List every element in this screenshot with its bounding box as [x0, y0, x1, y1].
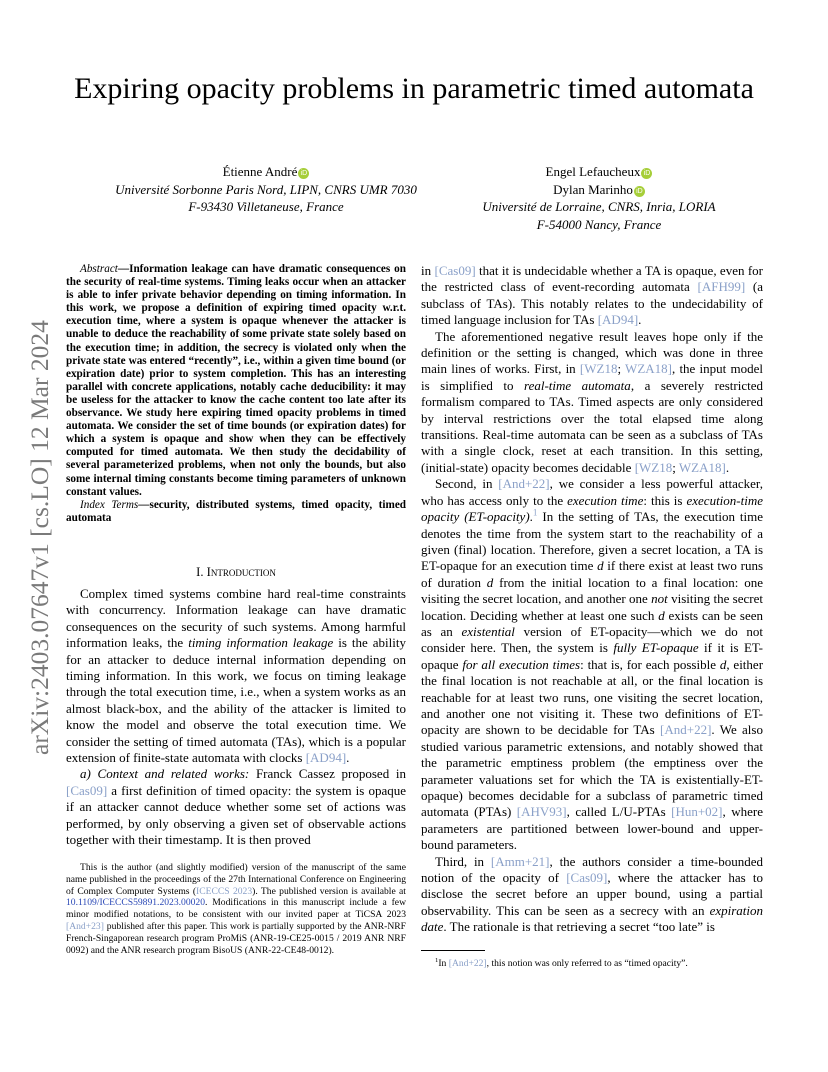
abstract-text: —Information leakage can have dramatic consequences on the security of real-time systems. Timing leaks occur when an attacker is able to infer private behavior depending on timing information. In this work, we propose a definition of expiring timed opacity w.r.t. execution time, where a system is opaque whenever the attacker is unable to deduce the reachability of some private state solely based on the execution time; in addition, the secrecy is violated only when the private state was entered “recently”, i.e., within a given time bound (or expiration date) prior to system completion. This has an interesting parallel with concrete applications, notably cache deducibility: it may be useless for the attacker to know the cache content too late after its observance. We study here expiring timed opacity problems in timed automata. We consider the set of time bounds (or expiration dates) for which a system is opaque and show when they can be effectively computed for timed automata. We then study the decidability of several parameterized problems, when not only the bounds, but also some internal timing constants become timing parameters of unknown constant values.: [66, 263, 406, 498]
footnote-marker[interactable]: 1: [532, 507, 538, 518]
citation-link[interactable]: [And+22]: [498, 476, 550, 492]
arxiv-id: arXiv:2403.07647v1 [cs.LO] 12 Mar 2024: [25, 320, 54, 755]
abstract-label: Abstract: [80, 263, 118, 275]
paper-title: Expiring opacity problems in parametric timed automata: [74, 72, 754, 105]
citation-link[interactable]: [Hun+02]: [671, 804, 723, 820]
orcid-icon[interactable]: iD: [298, 168, 309, 179]
arxiv-stamp: [14, 285, 58, 755]
author-name: Engel Lefaucheux: [545, 164, 641, 179]
author-block-right: [431, 163, 767, 233]
citation-link[interactable]: [And+22]: [660, 722, 712, 738]
intro-left-column: [66, 586, 406, 849]
citation-link[interactable]: [AFH99]: [697, 279, 746, 295]
citation-link[interactable]: [AHV93]: [516, 804, 567, 820]
citation-link[interactable]: [Cas09]: [434, 263, 476, 278]
citation-link[interactable]: [Cas09]: [66, 782, 108, 798]
footnote-rule: [421, 950, 485, 951]
footnote-right: $^1$In [And+22], this notion was only referred to as “timed opacity”.: [435, 956, 688, 969]
citation-link[interactable]: [AD94]: [597, 312, 639, 328]
affiliation-address: F-93430 Villetaneuse, France: [188, 199, 344, 214]
section-heading: I. Introduction: [196, 565, 276, 579]
doi-link[interactable]: 10.1109/ICECCS59891.2023.00020: [66, 897, 206, 909]
intro-right-column: [421, 263, 763, 936]
paragraph-heading: a) Context and related works:: [80, 766, 250, 782]
paragraph: Second, in [And+22], we consider a less powerful attacker, who has access only to the execution time: this is execution-time opacity (ET-opacity).$^1$ In the setting of TAs, the execution time denotes the time from the system start to the reachability of a given (final) location. Therefore, given a secret location, a TA is ET-opaque for an execution time d if there exist at least two runs of duration d from the initial location to a final location: one visiting the secret location, and another one not visiting the secret location. Deciding whether at least one such d exists can be seen as an existential version of ET-opacity—which we do not consider here. Then, the system is fully ET-opaque if it is ET-opaque for all execution times: that is, for each possible d, either the final location is not reachable at all, or the final location is reachable for at least two runs, one visiting the secret location, and another one not visiting it. These two definitions of ET-opacity are shown to be decidable for TAs [And+22]. We also studied various parametric extensions, and notably showed that the parametric emptiness problem (the emptiness over the parameter valuations set for which the TA is existentially-ET-opaque) becomes decidable for a subclass of parametric timed automata (PTAs) [AHV93], called L/U-PTAs [Hun+02], where parameters are partitioned between lower-bound and upper-bound parameters.: [421, 476, 764, 853]
affiliation: Université Sorbonne Paris Nord, LIPN, CNRS UMR 7030: [115, 181, 417, 197]
citation-link[interactable]: WZA18]: [678, 459, 726, 475]
footnote-left: This is the author (and slightly modified) version of the manuscript of the same name published in the proceedings of the 27th International Conference on Engineering of Complex Computer Systems (ICECCS 2023). The published version is available at 10.1109/ICECCS59891.2023.00020. Modifications in this manuscript include a few minor modified notations, to be consistent with our invited paper at TiCSA 2023 [And+23] published after this paper. This work is partially supported by the ANR-NRF French-Singaporean research program ProMiS (ANR-19-CE25-0015 / 2019 ANR NRF 0092) and the ANR research program BisoUS (ANR-22-CE48-0012).: [66, 862, 406, 956]
affiliation-address: F-54000 Nancy, France: [536, 216, 662, 232]
orcid-icon[interactable]: iD: [634, 186, 645, 197]
index-terms-text: —security, distributed systems, timed opacity, timed automata: [66, 498, 407, 524]
paragraph: Complex timed systems combine hard real-time constraints with concurrency. Information leakage can have dramatic consequences on the security of such systems. Among harmful information leaks, the timing information leakage is the ability for an attacker to deduce internal information depending on timing information. In this work, we focus on timing leakage through the total execution time, i.e., when a system works as an almost black-box, and the ability of the attacker is limited to know the model and observe the total execution time. We consider the setting of timed automata (TAs), which is a popular extension of finite-state automata with clocks [AD94].: [66, 586, 406, 766]
index-terms-label: Index Terms: [80, 498, 139, 511]
citation-link[interactable]: [Amm+21]: [490, 853, 550, 869]
citation-link[interactable]: WZA18]: [625, 361, 672, 377]
paragraph: in [Cas09] that it is undecidable whether a TA is opaque, even for the restricted class of event-recording automata [AFH99] (a subclass of TAs). This notably relates to the undecidability of timed language inclusion for TAs [AD94].: [421, 263, 763, 328]
abstract: [66, 263, 406, 525]
citation-link[interactable]: [WZ18: [579, 361, 618, 377]
citation-link[interactable]: [WZ18: [634, 459, 673, 475]
author-name: Dylan Marinho: [553, 181, 633, 197]
paragraph: a) Context and related works: Franck Cassez proposed in [Cas09] a first definition of timed opacity: the system is opaque if an attacker cannot deduce whether some set of actions was performed, by only observing a given set of observable actions together with their timestamp. It is then proved: [66, 766, 406, 848]
citation-link[interactable]: [And+22]: [448, 958, 487, 969]
affiliation: Université de Lorraine, CNRS, Inria, LORIA: [482, 199, 716, 214]
citation-link[interactable]: ICECCS 2023: [196, 885, 253, 897]
citation-link[interactable]: [Cas09]: [566, 870, 608, 886]
orcid-icon[interactable]: iD: [641, 168, 652, 179]
paragraph: Third, in [Amm+21], the authors consider a time-bounded notion of the opacity of [Cas09], where the attacker has to disclose the secret before an upper bound, using a partial observability. This can be seen as a secrecy with an expiration date. The rationale is that retrieving a secret “too late” is: [421, 853, 764, 935]
author-name: Étienne André: [222, 164, 298, 179]
paragraph: The aforementioned negative result leaves hope only if the definition or the setting is changed, which was done in three main lines of works. First, in [WZ18; WZA18], the input model is simplified to real-time automata, a severely restricted formalism compared to TAs. Timed aspects are only considered by interval restrictions over the total elapsed time along transitions. Real-time automata can be seen as a subclass of TAs with a single clock, reset at each transition. In this setting, (initial-state) opacity becomes decidable [WZ18; WZA18].: [421, 328, 764, 475]
citation-link[interactable]: [And+23]: [66, 920, 104, 932]
author-block-left: [96, 163, 436, 216]
citation-link[interactable]: [AD94]: [305, 750, 347, 766]
